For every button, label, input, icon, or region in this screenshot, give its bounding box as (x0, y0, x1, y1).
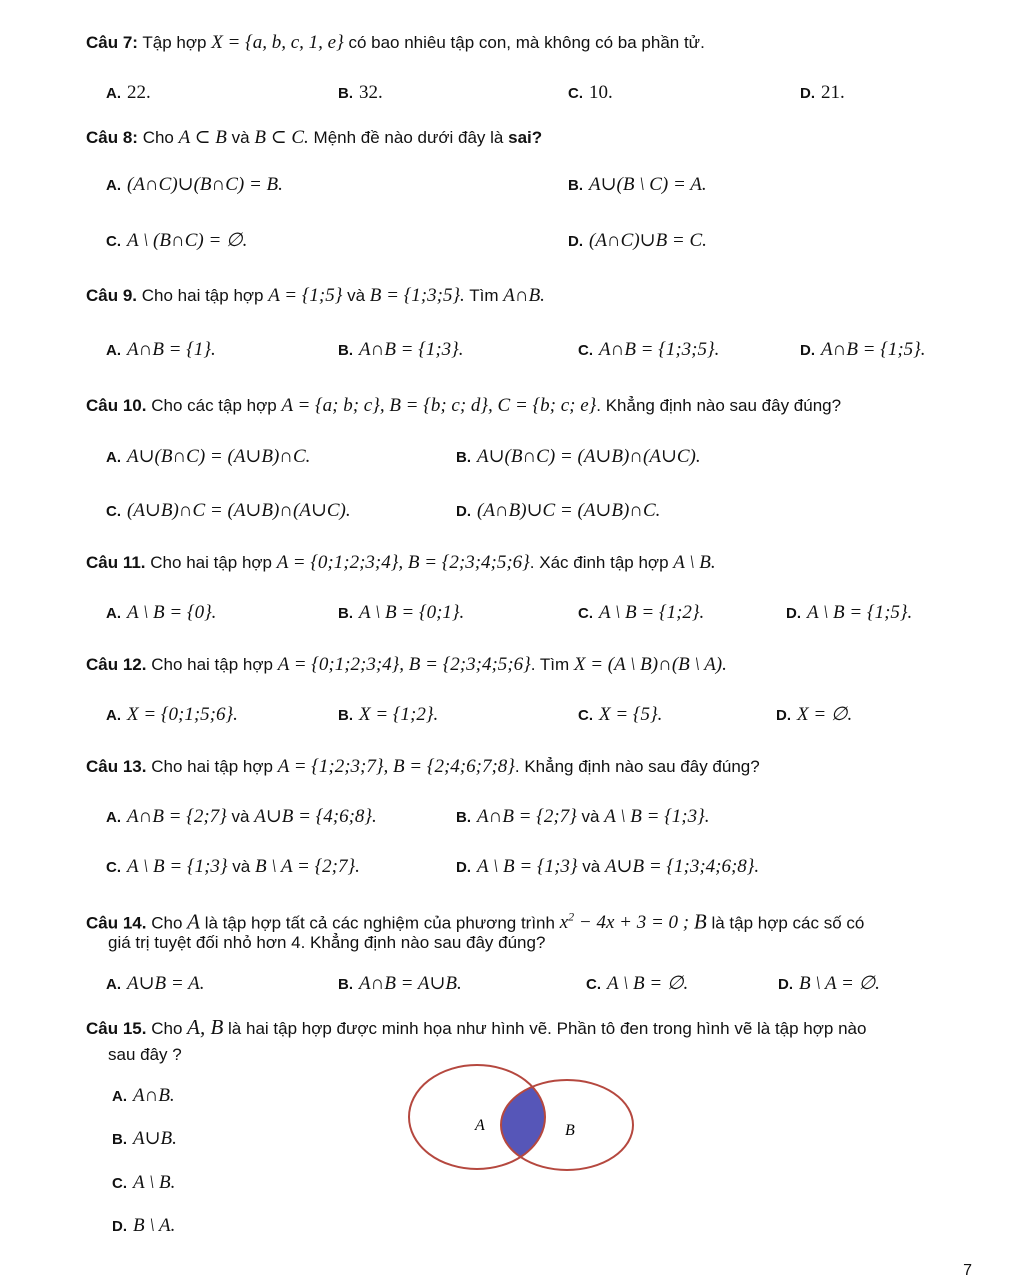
question-8: Câu 8: Cho A ⊂ B và B ⊂ C. Mệnh đề nào dưới đây là sai? (86, 127, 543, 148)
q13-option-d: D. A \ B = {1;3} và A∪B = {1;3;4;6;8}. (456, 856, 760, 877)
q9-option-d: D. A∩B = {1;5}. (800, 339, 926, 360)
q7-pre: Tập hợp (142, 33, 207, 52)
q12-option-c: C. X = {5}. (578, 704, 663, 725)
q12-option-a: A. X = {0;1;5;6}. (106, 704, 238, 725)
q10-option-c: C. (A∪B)∩C = (A∪B)∩(A∪C). (106, 500, 351, 521)
question-12: Câu 12. Cho hai tập hợp A = {0;1;2;3;4}, B = {2;3;4;5;6}. Tìm X = (A \ B)∩(B \ A). (86, 654, 727, 675)
q9-option-c: C. A∩B = {1;3;5}. (578, 339, 720, 360)
q7-math: X = {a, b, c, 1, e} (211, 32, 344, 53)
question-15-line-2: sau đây ? (108, 1045, 182, 1064)
venn-label-a: A (475, 1117, 485, 1134)
q7-option-d: D. 21. (800, 82, 845, 103)
q15-option-a: A. A∩B. (112, 1085, 175, 1106)
page-number: 7 (963, 1262, 972, 1279)
q9-option-a: A. A∩B = {1}. (106, 339, 216, 360)
q11-option-a: A. A \ B = {0}. (106, 602, 217, 623)
question-14: Câu 14. Cho A là tập hợp tất cả các nghiệm của phương trình $x^2 - 4x + 3 = 0$ ; B là tập hợp các số có (86, 909, 865, 934)
q10-option-a: A. A∪(B∩C) = (A∪B)∩C. (106, 446, 311, 467)
q13-option-c: C. A \ B = {1;3} và B \ A = {2;7}. (106, 856, 360, 877)
q8-option-a: A. (A∩C)∪(B∩C) = B. (106, 174, 283, 195)
q8-option-d: D. (A∩C)∪B = C. (568, 230, 707, 251)
venn-diagram (405, 1058, 645, 1178)
q15-option-b: B. A∪B. (112, 1128, 177, 1149)
q10-option-d: D. (A∩B)∪C = (A∪B)∩C. (456, 500, 661, 521)
q14-equation: $x^2 - 4x + 3 = 0$ ; (559, 910, 690, 934)
q9-option-b: B. A∩B = {1;3}. (338, 339, 464, 360)
question-10: Câu 10. Cho các tập hợp A = {a; b; c}, B = {b; c; d}, C = {b; c; e}. Khẳng định nào sau đây đúng? (86, 395, 842, 416)
q7-post: có bao nhiêu tập con, mà không có ba phần tử. (348, 33, 705, 52)
q13-option-a: A. A∩B = {2;7} và A∪B = {4;6;8}. (106, 806, 377, 827)
q8-option-b: B. A∪(B \ C) = A. (568, 174, 707, 195)
q14-option-d: D. B \ A = ∅. (778, 973, 880, 994)
q11-option-b: B. A \ B = {0;1}. (338, 602, 465, 623)
q7-option-b: B. 32. (338, 82, 383, 103)
question-14-line-2: giá trị tuyệt đối nhỏ hơn 4. Khẳng định nào sau đây đúng? (108, 933, 546, 952)
q7-option-a: A. 22. (106, 82, 151, 103)
q14-option-a: A. A∪B = A. (106, 973, 205, 994)
q11-option-d: D. A \ B = {1;5}. (786, 602, 913, 623)
q15-option-d: D. B \ A. (112, 1215, 176, 1236)
question-7 (86, 32, 705, 54)
q7-label: Câu 7: (86, 33, 138, 52)
q13-option-b: B. A∩B = {2;7} và A \ B = {1;3}. (456, 806, 710, 827)
question-9: Câu 9. Cho hai tập hợp A = {1;5} và B = {1;3;5}. Tìm A∩B. (86, 285, 545, 306)
q11-option-c: C. A \ B = {1;2}. (578, 602, 705, 623)
question-11: Câu 11. Cho hai tập hợp A = {0;1;2;3;4}, B = {2;3;4;5;6}. Xác đinh tập hợp A \ B. (86, 552, 716, 573)
q7-option-c: C. 10. (568, 82, 613, 103)
q8-option-c: C. A \ (B∩C) = ∅. (106, 230, 248, 251)
q12-option-b: B. X = {1;2}. (338, 704, 439, 725)
question-13: Câu 13. Cho hai tập hợp A = {1;2;3;7}, B = {2;4;6;7;8}. Khẳng định nào sau đây đúng? (86, 756, 760, 777)
question-15: Câu 15. Cho A, B là hai tập hợp được minh họa như hình vẽ. Phần tô đen trong hình vẽ là tập hợp nào (86, 1015, 867, 1039)
q12-option-d: D. X = ∅. (776, 704, 853, 725)
q15-option-c: C. A \ B. (112, 1172, 176, 1193)
q14-option-b: B. A∩B = A∪B. (338, 973, 462, 994)
q14-option-c: C. A \ B = ∅. (586, 973, 689, 994)
q10-option-b: B. A∪(B∩C) = (A∪B)∩(A∪C). (456, 446, 701, 467)
venn-label-b: B (565, 1122, 575, 1139)
